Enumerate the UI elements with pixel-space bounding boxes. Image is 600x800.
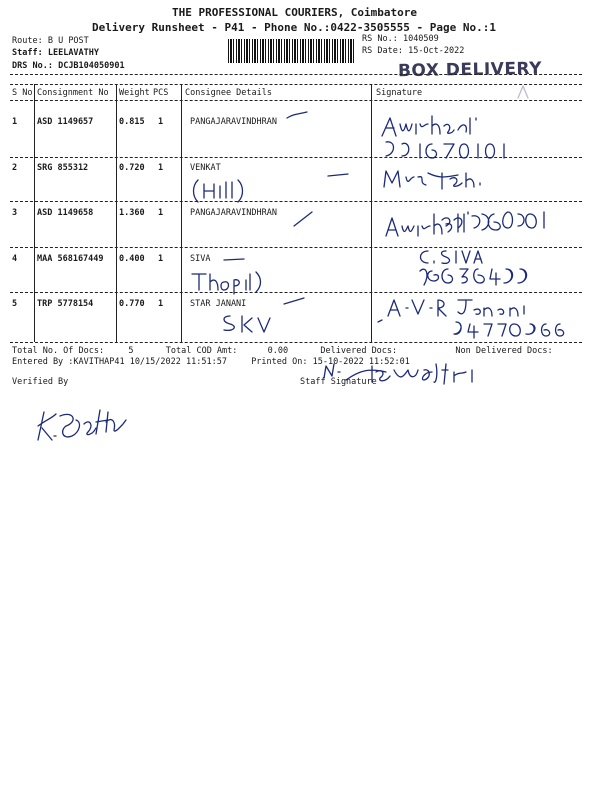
row-sno: 5: [12, 299, 18, 309]
table-top-line: [10, 84, 582, 85]
rs-no-label: RS No.:: [362, 34, 398, 44]
staff-signature-mark: [320, 362, 490, 392]
route-label: Route:: [12, 36, 43, 46]
row-consignment: ASD 1149657: [37, 117, 94, 127]
staff-label: Staff:: [12, 48, 43, 58]
row-consignee: STAR JANANI: [190, 299, 247, 309]
barcode: [228, 39, 356, 63]
rs-no-value: 1040509: [402, 34, 439, 44]
document-title: THE PROFESSIONAL COURIERS, Coimbatore: [172, 6, 418, 19]
row-weight: 0.815: [119, 117, 145, 127]
row-weight: 0.770: [119, 299, 145, 309]
row-pcs: 1: [158, 117, 164, 127]
row-sno: 1: [12, 117, 18, 127]
non-delivered-docs-label: Non Delivered Docs:: [455, 346, 553, 356]
row-consignment: ASD 1149658: [37, 208, 94, 218]
handwritten-signature: [380, 165, 520, 193]
handwritten-tick: [326, 170, 350, 180]
handwritten-signature: [374, 292, 574, 342]
col-header-weight: Weight: [119, 88, 150, 98]
handwritten-tick: [292, 208, 316, 232]
col-header-consignee: Consignee Details: [185, 88, 272, 98]
total-docs-label: Total No. Of Docs:: [12, 346, 105, 356]
handwritten-signature: [378, 110, 568, 162]
row-weight: 1.360: [119, 208, 145, 218]
document-subtitle: Delivery Runsheet - P41 - Phone No.:0422-3505555 - Page No.:1: [92, 21, 496, 34]
totals-line: [12, 346, 553, 356]
row-consignment: MAA 568167449: [37, 254, 104, 264]
route-line: [12, 36, 89, 46]
col-header-pcs: PCS: [153, 88, 169, 98]
row-pcs: 1: [158, 208, 164, 218]
row-sno: 2: [12, 163, 18, 173]
delivered-docs-label: Delivered Docs:: [320, 346, 398, 356]
handwritten-tick: [282, 296, 306, 308]
drs-value: DCJB104050901: [58, 61, 125, 71]
mark-icon: [516, 84, 530, 100]
table-bottom-line: [10, 342, 582, 343]
table-header-line: [10, 100, 582, 101]
total-docs-value: 5: [128, 346, 134, 356]
drs-line: [12, 61, 125, 71]
handwritten-note: [190, 176, 260, 204]
row-divider: [10, 157, 582, 158]
col-header-signature: Signature: [376, 88, 423, 98]
column-divider: [371, 84, 372, 342]
row-pcs: 1: [158, 254, 164, 264]
entered-by: Entered By :KAVITHAP41 10/15/2022 11:51:57: [12, 357, 227, 367]
handwritten-note: [218, 312, 274, 334]
total-cod-value: 0.00: [267, 346, 289, 356]
rs-date-line: [362, 46, 464, 56]
verified-by-signature: [30, 396, 140, 448]
total-cod-label: Total COD Amt:: [165, 346, 238, 356]
handwritten-tick: [222, 255, 246, 265]
row-pcs: 1: [158, 163, 164, 173]
box-delivery-stamp: BOX DELIVERY: [397, 58, 543, 82]
verified-by-label: Verified By: [12, 377, 69, 387]
row-consignee: SIVA: [190, 254, 211, 264]
staff-line: [12, 48, 99, 58]
col-header-consignment: Consignment No: [37, 88, 109, 98]
row-weight: 0.400: [119, 254, 145, 264]
column-divider: [116, 84, 117, 342]
handwritten-note: [190, 268, 270, 294]
divider: [10, 74, 582, 75]
staff-value: LEELAVATHY: [47, 48, 100, 58]
row-consignment: TRP 5778154: [37, 299, 94, 309]
rs-no-line: [362, 34, 439, 44]
handwritten-tick: [285, 110, 309, 122]
handwritten-signature: [410, 245, 570, 289]
col-header-sno: S No: [12, 88, 33, 98]
rs-date-value: 15-Oct-2022: [408, 46, 465, 56]
row-weight: 0.720: [119, 163, 145, 173]
column-divider: [181, 84, 182, 342]
route-value: B U POST: [47, 36, 89, 46]
row-consignee: PANGAJARAVINDHRAN: [190, 117, 277, 127]
row-sno: 3: [12, 208, 18, 218]
drs-label: DRS No.:: [12, 61, 53, 71]
printed-on: Printed On: 15-10-2022 11:52:01: [251, 357, 410, 367]
column-divider: [34, 84, 35, 342]
rs-date-label: RS Date:: [362, 46, 403, 56]
row-consignee: PANGAJARAVINDHRAN: [190, 208, 277, 218]
row-consignment: SRG 855312: [37, 163, 89, 173]
row-sno: 4: [12, 254, 18, 264]
row-consignee: VENKAT: [190, 163, 221, 173]
staff-signature-label: Staff Signature: [300, 377, 377, 387]
row-pcs: 1: [158, 299, 164, 309]
handwritten-signature: [382, 200, 572, 246]
